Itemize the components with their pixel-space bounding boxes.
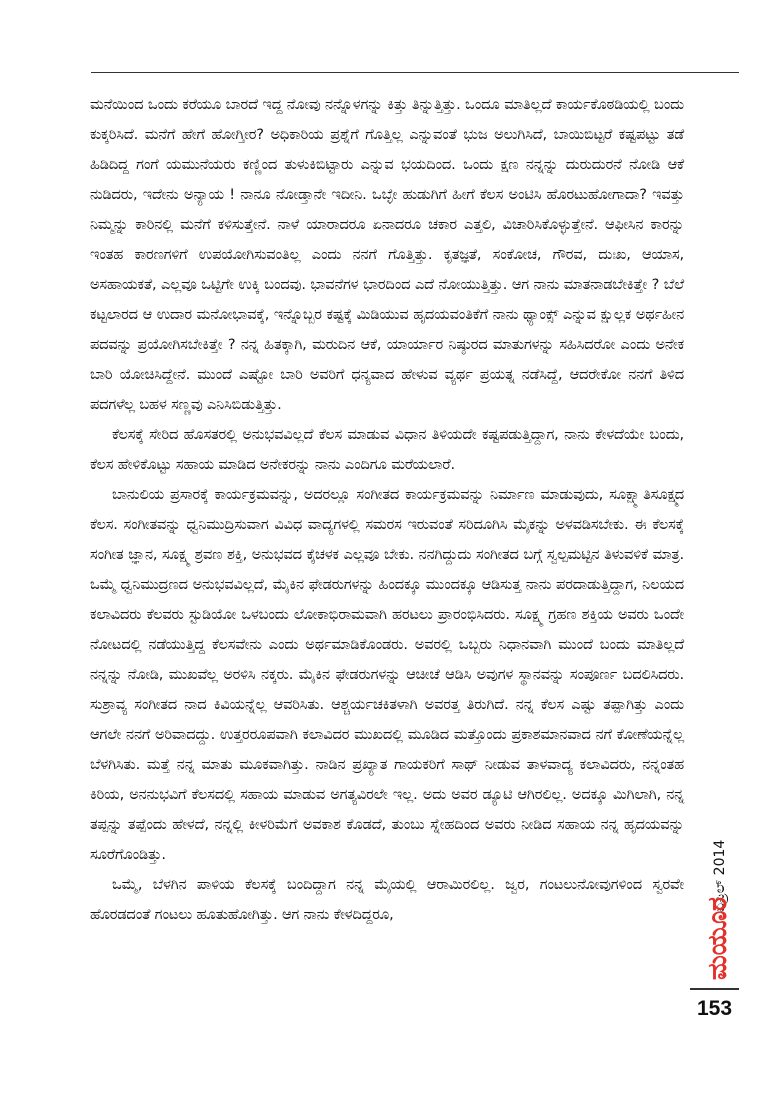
issue-date: ಏಪ್ರಿಲ್ 2014: [712, 839, 728, 912]
paragraph-4: ಒಮ್ಮೆ, ಬೆಳಗಿನ ಪಾಳಿಯ ಕೆಲಸಕ್ಕೆ ಬಂದಿದ್ದಾಗ ನನ್ನ ಮೈಯಲ್ಲಿ ಆರಾಮಿರಲಿಲ್ಲ. ಜ್ವರ, ಗಂಟಲುನೋವುಗಳಿಂದ ಸ್ವರವೇ ಹೊರಡದಂತೆ ಗಂಟಲು ಹೂತುಹೋಗಿತ್ತು. ಆಗ ನಾನು ಕೇಳದಿದ್ದರೂ,: [90, 876, 684, 923]
paragraph-3: ಬಾನುಲಿಯ ಪ್ರಸಾರಕ್ಕೆ ಕಾರ್ಯಕ್ರಮವನ್ನು, ಅದರಲ್ಲೂ ಸಂಗೀತದ ಕಾರ್ಯಕ್ರಮವನ್ನು ನಿರ್ಮಾಣ ಮಾಡುವುದು, ಸೂಕ್ಷ್ಮಾತಿಸೂಕ್ಷ್ಮದ ಕೆಲಸ. ಸಂಗೀತವನ್ನು ಧ್ವನಿಮುದ್ರಿಸುವಾಗ ವಿವಿಧ ವಾದ್ಯಗಳಲ್ಲಿ ಸಮರಸ ಇರುವಂತೆ ಸರಿದೂಗಿಸಿ ಮೈಕನ್ನು ಅಳವಡಿಸಬೇಕು. ಈ ಕೆಲಸಕ್ಕೆ ಸಂಗೀತ ಜ್ಞಾನ, ಸೂಕ್ಷ್ಮ ಶ್ರವಣ ಶಕ್ತಿ, ಅನುಭವದ ಕೈಚಳಕ ಎಲ್ಲವೂ ಬೇಕು. ನನಗಿದ್ದುದು ಸಂಗೀತದ ಬಗ್ಗೆ ಸ್ವಲ್ಪಮಟ್ಟಿನ ತಿಳುವಳಿಕೆ ಮಾತ್ರ. ಒಮ್ಮೆ ಧ್ವನಿಮುದ್ರಣದ ಅನುಭವವಿಲ್ಲದೆ, ಮೈಕಿನ ಫೇಡರುಗಳನ್ನು ಹಿಂದಕ್ಕೂ ಮುಂದಕ್ಕೂ ಆಡಿಸುತ್ತ ನಾನು ಪರದಾಡುತ್ತಿದ್ದಾಗ, ನಿಲಯದ ಕಲಾವಿದರು ಕೆಲವರು ಸ್ಟುಡಿಯೋ ಒಳಬಂದು ಲೋಕಾಭಿರಾಮವಾಗಿ ಹರಟಲು ಪ್ರಾರಂಭಿಸಿದರು. ಸೂಕ್ಷ್ಮ ಗ್ರಹಣ ಶಕ್ತಿಯ ಅವರು ಒಂದೇ ನೋಟದಲ್ಲಿ ನಡೆಯುತ್ತಿದ್ದ ಕೆಲಸವೇನು ಎಂದು ಅರ್ಥಮಾಡಿಕೊಂಡರು. ಅವರಲ್ಲಿ ಒಬ್ಬರು ನಿಧಾನವಾಗಿ ಮುಂದೆ ಬಂದು ಮಾತಿಲ್ಲದೆ ನನ್ನನ್ನು ನೋಡಿ, ಮುಖವೆಲ್ಲ ಅರಳಿಸಿ ನಕ್ಕರು. ಮೈಕಿನ ಫೇಡರುಗಳನ್ನು ಆಚೀಚೆ ಆಡಿಸಿ ಅವುಗಳ ಸ್ಥಾನವನ್ನು ಸಂಪೂರ್ಣ ಬದಲಿಸಿದರು. ಸುಶ್ರಾವ್ಯ ಸಂಗೀತದ ನಾದ ಕಿವಿಯನ್ನೆಲ್ಲ ಆವರಿಸಿತು. ಆಶ್ಚರ್ಯಚಕಿತಳಾಗಿ ಅವರತ್ತ ತಿರುಗಿದೆ. ನನ್ನ ಕೆಲಸ ಎಷ್ಟು ತಪ್ಪಾಗಿತ್ತು ಎಂದು ಆಗಲೇ ನನಗೆ ಅರಿವಾದದ್ದು. ಉತ್ತರರೂಪವಾಗಿ ಕಲಾವಿದರ ಮುಖದಲ್ಲಿ ಮೂಡಿದ ಮತ್ತೊಂದು ಪ್ರಕಾಶಮಾನವಾದ ನಗೆ ಕೋಣೆಯನ್ನೆಲ್ಲ ಬೆಳಗಿಸಿತು. ಮತ್ತೆ ನನ್ನ ಮಾತು ಮೂಕವಾಗಿತ್ತು. ನಾಡಿನ ಪ್ರಖ್ಯಾತ ಗಾಯಕರಿಗೆ ಸಾಥ್ ನೀಡುವ ತಾಳವಾದ್ಯ ಕಲಾವಿದರು, ನನ್ನಂತಹ ಕಿರಿಯ, ಅನನುಭವಿಗೆ ಕೆಲಸದಲ್ಲಿ ಸಹಾಯ ಮಾಡುವ ಅಗತ್ಯವಿರಲೇ ಇಲ್ಲ. ಅದು ಅವರ ಡ್ಯೂಟಿ ಆಗಿರಲಿಲ್ಲ. ಅದಕ್ಕೂ ಮಿಗಿಲಾಗಿ, ನನ್ನ ತಪ್ಪನ್ನು ತಪ್ಪೆಂದು ಹೇಳದೆ, ನನ್ನಲ್ಲಿ ಕೀಳರಿಮೆಗೆ ಅವಕಾಶ ಕೊಡದೆ, ತುಂಬು ಸ್ನೇಹದಿಂದ ಅವರು ನೀಡಿದ ಸಹಾಯ ನನ್ನ ಹೃದಯವನ್ನು ಸೂರೆಗೊಂಡಿತ್ತು.: [90, 486, 684, 863]
top-rule: [91, 72, 739, 73]
magazine-logo: ಮಯೂರ: [703, 897, 733, 980]
article-body: [90, 90, 684, 930]
paragraph-1: ಮನೆಯಿಂದ ಒಂದು ಕರೆಯೂ ಬಾರದೆ ಇದ್ದ ನೋವು ನನ್ನೊಳಗನ್ನು ಕಿತ್ತು ತಿನ್ನುತ್ತಿತ್ತು. ಒಂದೂ ಮಾತಿಲ್ಲದೆ ಕಾರ್ಯಕೊಠಡಿಯಲ್ಲಿ ಬಂದು ಕುಕ್ಕರಿಸಿದೆ. ಮನೆಗೆ ಹೇಗೆ ಹೋಗ್ತೀರ? ಅಧಿಕಾರಿಯ ಪ್ರಶ್ನೆಗೆ ಗೊತ್ತಿಲ್ಲ ಎನ್ನುವಂತೆ ಭುಜ ಅಲುಗಿಸಿದೆ, ಬಾಯಿಬಿಟ್ಟರೆ ಕಷ್ಟಪಟ್ಟು ತಡೆ ಹಿಡಿದಿದ್ದ ಗಂಗೆ ಯಮುನೆಯರು ಕಣ್ಣಿಂದ ತುಳುಕಿಬಿಟ್ಟಾರು ಎನ್ನುವ ಭಯದಿಂದ. ಒಂದು ಕ್ಷಣ ನನ್ನನ್ನು ದುರುದುರನೆ ನೋಡಿ ಆಕೆ ನುಡಿದರು, ಇದೇನು ಅನ್ಯಾಯ ! ನಾನೂ ನೋಡ್ತಾನೇ ಇದೀನಿ. ಒಬ್ಳೇ ಹುಡುಗಿಗೆ ಹೀಗೆ ಕೆಲಸ ಅಂಟಿಸಿ ಹೊರಟುಹೋಗಾದಾ? ಇವತ್ತು ನಿಮ್ಮನ್ನು ಕಾರಿನಲ್ಲಿ ಮನೆಗೆ ಕಳಿಸುತ್ತೇನೆ. ನಾಳೆ ಯಾರಾದರೂ ಏನಾದರೂ ಚಕಾರ ಎತ್ತಲಿ, ವಿಚಾರಿಸಿಕೊಳ್ಳುತ್ತೇನೆ. ಆಫೀಸಿನ ಕಾರನ್ನು ಇಂತಹ ಕಾರಣಗಳಿಗೆ ಉಪಯೋಗಿಸುವಂತಿಲ್ಲ ಎಂದು ನನಗೆ ಗೊತ್ತಿತ್ತು. ಕೃತಜ್ಞತೆ, ಸಂಕೋಚ, ಗೌರವ, ದುಃಖ, ಆಯಾಸ, ಅಸಹಾಯಕತೆ, ಎಲ್ಲವೂ ಒಟ್ಟಿಗೇ ಉಕ್ಕಿ ಬಂದವು. ಭಾವನೆಗಳ ಭಾರದಿಂದ ಎದೆ ನೋಯುತ್ತಿತ್ತು. ಆಗ ನಾನು ಮಾತನಾಡಬೇಕಿತ್ತೇ ? ಬೆಲೆ ಕಟ್ಟಲಾರದ ಆ ಉದಾರ ಮನೋಭಾವಕ್ಕೆ, ಇನ್ನೊಬ್ಬರ ಕಷ್ಟಕ್ಕೆ ಮಿಡಿಯುವ ಹೃದಯವಂತಿಕೆಗೆ ನಾನು ಥ್ಯಾಂಕ್ಸ್ ಎನ್ನುವ ಕ್ಷುಲ್ಲಕ ಅರ್ಥಹೀನ ಪದವನ್ನು ಪ್ರಯೋಗಿಸಬೇಕಿತ್ತೇ ? ನನ್ನ ಹಿತಕ್ಕಾಗಿ, ಮರುದಿನ ಆಕೆ, ಯಾರ್ಯಾರ ನಿಷ್ಠುರದ ಮಾತುಗಳನ್ನು ಸಹಿಸಿದರೋ ಎಂದು ಅನೇಕ ಬಾರಿ ಯೋಚಿಸಿದ್ದೇನೆ. ಮುಂದೆ ಎಷ್ಟೋ ಬಾರಿ ಅವರಿಗೆ ಧನ್ಯವಾದ ಹೇಳುವ ವ್ಯರ್ಥ ಪ್ರಯತ್ನ ನಡೆಸಿದ್ದೆ, ಆದರೇಕೋ ನನಗೆ ತಿಳಿದ ಪದಗಳೆಲ್ಲ ಬಹಳ ಸಣ್ಣವು ಎನಿಸಿಬಿಡುತ್ತಿತ್ತು.: [90, 96, 684, 413]
paragraph-2: ಕೆಲಸಕ್ಕೆ ಸೇರಿದ ಹೊಸತರಲ್ಲಿ ಅನುಭವವಿಲ್ಲದೆ ಕೆಲಸ ಮಾಡುವ ವಿಧಾನ ತಿಳಿಯದೇ ಕಷ್ಟಪಡುತ್ತಿದ್ದಾಗ, ನಾನು ಕೇಳದೆಯೇ ಬಂದು, ಕೆಲಸ ಹೇಳಿಕೊಟ್ಟು ಸಹಾಯ ಮಾಡಿದ ಅನೇಕರನ್ನು ನಾನು ಎಂದಿಗೂ ಮರೆಯಲಾರೆ.: [90, 426, 684, 473]
page-number: 153: [696, 997, 733, 1020]
page-number-rule: [690, 988, 739, 990]
